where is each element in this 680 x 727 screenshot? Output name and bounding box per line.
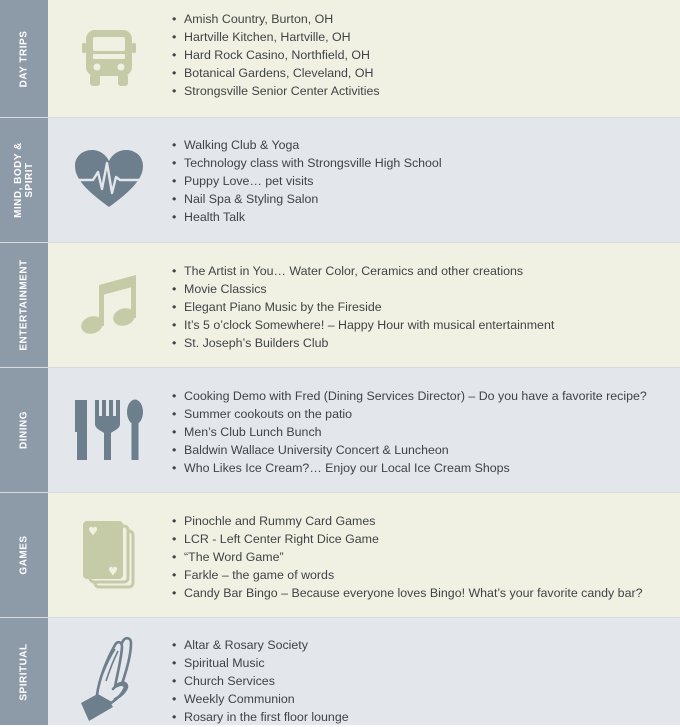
list-item: • Amish Country, Burton, OH: [170, 11, 680, 29]
list-item: • Elegant Piano Music by the Fireside: [170, 299, 680, 317]
item-list: [170, 618, 680, 725]
section-tab-mind-body-spirit: [0, 118, 48, 242]
list-item: • Movie Classics: [170, 281, 680, 299]
section-tab-day-trips: [0, 0, 48, 117]
playing-cards-icon: [81, 519, 137, 591]
list-item: • Farkle – the game of words: [170, 567, 680, 585]
list-item: • Puppy Love… pet visits: [170, 173, 680, 191]
utensils-icon: [73, 398, 145, 462]
list-item: • Who Likes Ice Cream?… Enjoy our Local Ice Cream Shops: [170, 460, 680, 478]
section-tab-entertainment: [0, 243, 48, 367]
list-item: • Altar & Rosary Society: [170, 637, 680, 655]
music-note-icon: [79, 273, 139, 337]
section-title: SPIRITUAL: [18, 642, 30, 701]
bus-icon: [82, 27, 136, 91]
list-item: • Pinochle and Rummy Card Games: [170, 513, 680, 531]
praying-hands-icon: [77, 629, 141, 725]
section-mind-body-spirit: [0, 118, 680, 243]
section-title: DAY TRIPS: [18, 30, 30, 87]
section-tab-games: [0, 493, 48, 617]
list-item: • Health Talk: [170, 209, 680, 227]
item-list: [170, 493, 680, 617]
list-item: • Church Services: [170, 673, 680, 691]
list-item: • Strongsville Senior Center Activities: [170, 83, 680, 101]
section-title: GAMES: [18, 535, 30, 575]
list-item: • Candy Bar Bingo – Because everyone loves Bingo! What’s your favorite candy bar?: [170, 585, 680, 603]
section-tab-spiritual: [0, 618, 48, 725]
section-title: DINING: [18, 411, 30, 449]
item-list: [170, 368, 680, 492]
list-item: • Walking Club & Yoga: [170, 137, 680, 155]
section-day-trips: [0, 0, 680, 118]
list-item: • LCR - Left Center Right Dice Game: [170, 531, 680, 549]
list-item: • The Artist in You… Water Color, Ceramics and other creations: [170, 263, 680, 281]
item-list: [170, 0, 680, 117]
section-icon-cell: [48, 618, 170, 725]
section-dining: [0, 368, 680, 493]
section-icon-cell: [48, 0, 170, 117]
section-spiritual: [0, 618, 680, 725]
list-item: • It’s 5 o’clock Somewhere! – Happy Hour with musical entertainment: [170, 317, 680, 335]
item-list: [170, 118, 680, 242]
list-item: • Weekly Communion: [170, 691, 680, 709]
section-icon-cell: [48, 243, 170, 367]
list-item: • Hartville Kitchen, Hartville, OH: [170, 29, 680, 47]
section-title: MIND, BODY & SPIRIT: [13, 142, 35, 218]
list-item: • Technology class with Strongsville High School: [170, 155, 680, 173]
section-icon-cell: [48, 493, 170, 617]
section-icon-cell: [48, 368, 170, 492]
list-item: • Rosary in the first floor lounge: [170, 709, 680, 727]
item-list: [170, 243, 680, 367]
list-item: • Baldwin Wallace University Concert & Luncheon: [170, 442, 680, 460]
list-item: • “The Word Game”: [170, 549, 680, 567]
section-icon-cell: [48, 118, 170, 242]
list-item: • St. Joseph’s Builders Club: [170, 335, 680, 353]
section-title: ENTERTAINMENT: [18, 259, 30, 351]
list-item: • Summer cookouts on the patio: [170, 406, 680, 424]
list-item: • Nail Spa & Styling Salon: [170, 191, 680, 209]
section-entertainment: [0, 243, 680, 368]
heartbeat-icon: [71, 149, 147, 211]
section-games: [0, 493, 680, 618]
list-item: • Hard Rock Casino, Northfield, OH: [170, 47, 680, 65]
list-item: • Spiritual Music: [170, 655, 680, 673]
list-item: • Men’s Club Lunch Bunch: [170, 424, 680, 442]
list-item: • Cooking Demo with Fred (Dining Services Director) – Do you have a favorite recipe?: [170, 388, 680, 406]
section-tab-dining: [0, 368, 48, 492]
list-item: • Botanical Gardens, Cleveland, OH: [170, 65, 680, 83]
